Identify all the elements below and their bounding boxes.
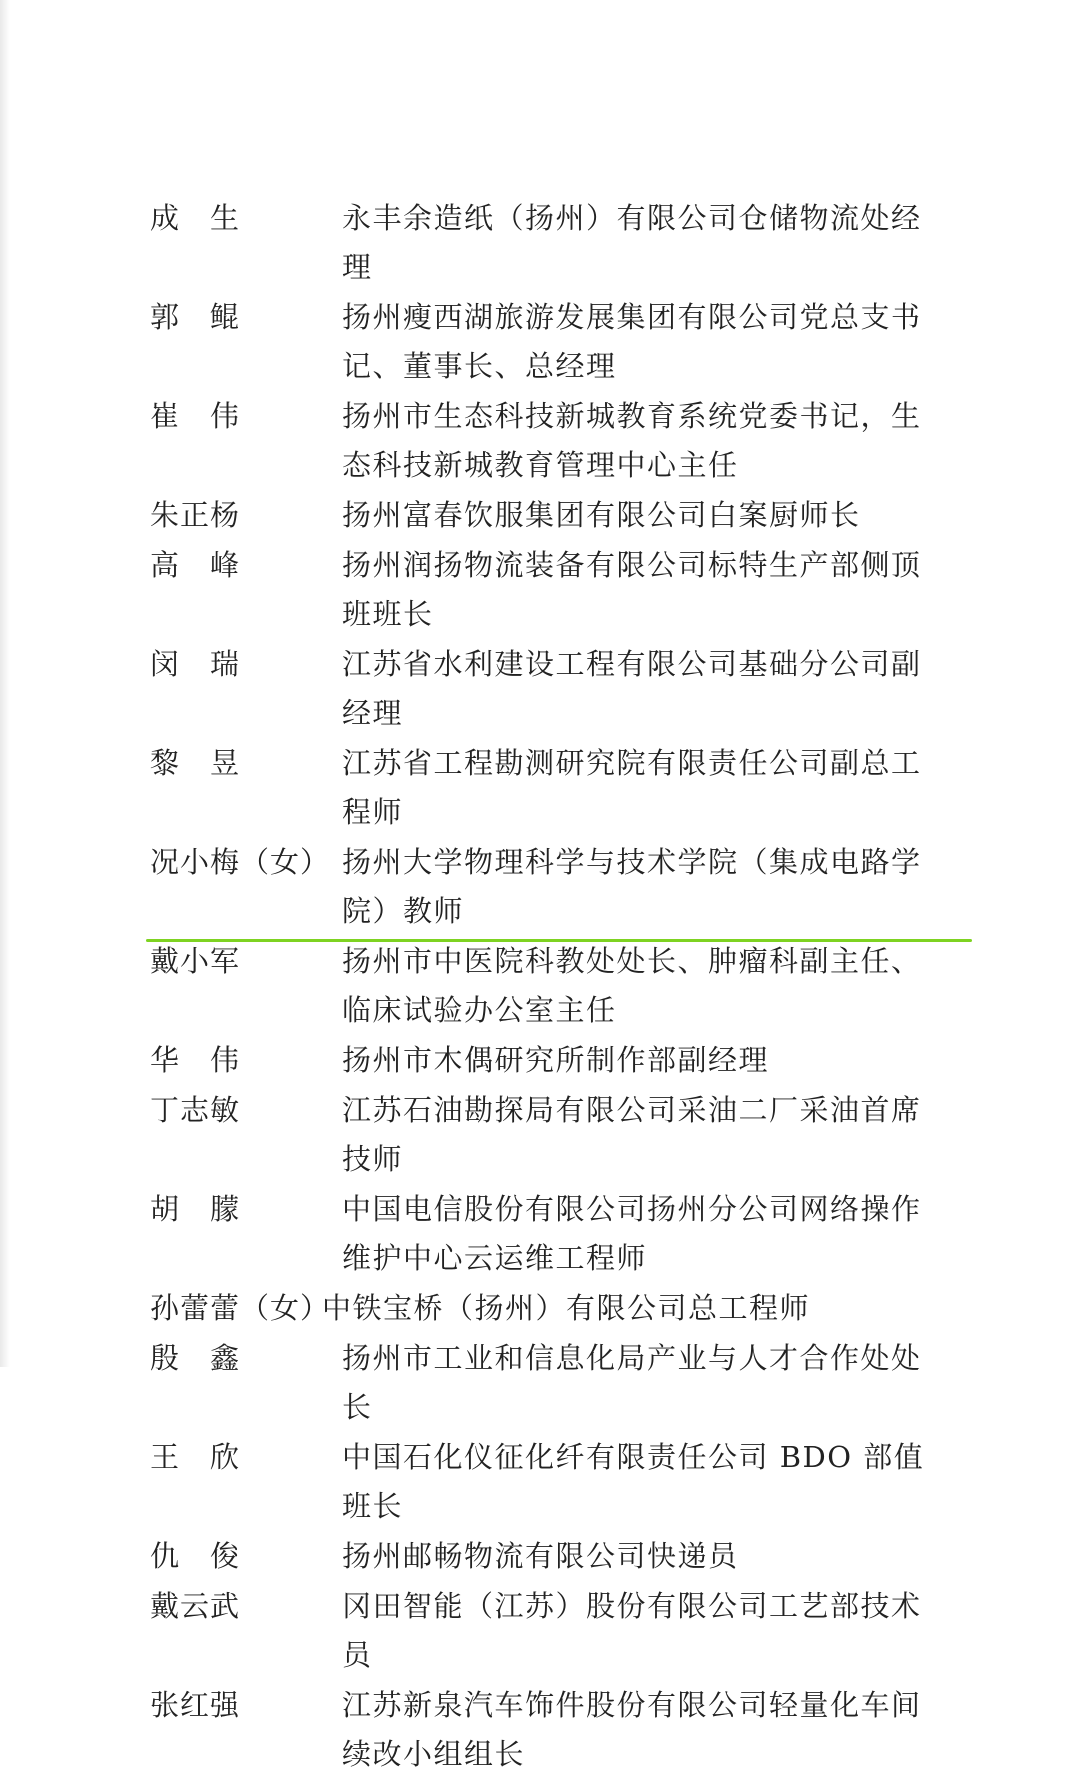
honoree-list (150, 194, 970, 1780)
honoree-name: 孙蕾蕾（女） (150, 1291, 331, 1325)
honoree-title: 江苏省工程勘测研究院有限责任公司副总工程师 (342, 746, 922, 829)
list-item (150, 491, 970, 540)
honoree-title: 扬州市工业和信息化局产业与人才合作处处长 (342, 1341, 922, 1424)
list-item (150, 640, 970, 738)
list-item (150, 293, 970, 391)
honoree-title: 江苏石油勘探局有限公司采油二厂采油首席技师 (342, 1093, 922, 1176)
honoree-title: 扬州润扬物流装备有限公司标特生产部侧顶班班长 (342, 548, 922, 631)
list-item (150, 1532, 970, 1581)
honoree-name: 胡 朦 (150, 1192, 241, 1226)
honoree-name: 丁志敏 (150, 1093, 241, 1127)
honoree-name: 高 峰 (150, 548, 241, 582)
list-item (150, 1681, 970, 1779)
list-item-highlighted (150, 838, 970, 936)
honoree-title: 冈田智能（江苏）股份有限公司工艺部技术员 (342, 1589, 922, 1672)
honoree-title: 扬州瘦西湖旅游发展集团有限公司党总支书记、董事长、总经理 (342, 300, 922, 383)
list-item (150, 392, 970, 490)
list-item (150, 739, 970, 837)
honoree-name: 华 伟 (150, 1043, 241, 1077)
honoree-title: 扬州大学物理科学与技术学院（集成电路学院）教师 (342, 845, 922, 928)
honoree-title: 永丰余造纸（扬州）有限公司仓储物流处经理 (342, 201, 922, 284)
list-item (150, 1036, 970, 1085)
list-item (150, 1284, 970, 1333)
honoree-title: 中铁宝桥（扬州）有限公司总工程师 (322, 1291, 811, 1325)
honoree-title: 中国石化仪征化纤有限责任公司 BDO 部值班长 (342, 1440, 925, 1523)
list-item (150, 194, 970, 292)
list-item (150, 937, 970, 1035)
honoree-name: 殷 鑫 (150, 1341, 241, 1375)
honoree-name: 郭 鲲 (150, 300, 241, 334)
honoree-title: 扬州富春饮服集团有限公司白案厨师长 (342, 498, 861, 532)
list-item (150, 1086, 970, 1184)
list-item (150, 1185, 970, 1283)
honoree-name: 王 欣 (150, 1440, 241, 1474)
honoree-name: 闵 瑞 (150, 647, 241, 681)
list-item (150, 541, 970, 639)
honoree-title: 扬州市中医院科教处处长、肿瘤科副主任、临床试验办公室主任 (342, 944, 922, 1027)
honoree-title: 扬州市生态科技新城教育系统党委书记，生态科技新城教育管理中心主任 (342, 399, 922, 482)
honoree-name: 崔 伟 (150, 399, 241, 433)
honoree-name: 况小梅（女） (150, 845, 331, 879)
list-item (150, 1334, 970, 1432)
honoree-title: 中国电信股份有限公司扬州分公司网络操作维护中心云运维工程师 (342, 1192, 922, 1275)
honoree-title: 扬州邮畅物流有限公司快递员 (342, 1539, 739, 1573)
honoree-name: 戴小军 (150, 944, 241, 978)
honoree-name: 戴云武 (150, 1589, 241, 1623)
page-edge-shadow (0, 0, 10, 1367)
honoree-name: 朱正杨 (150, 498, 241, 532)
honoree-title: 江苏新泉汽车饰件股份有限公司轻量化车间续改小组组长 (342, 1688, 922, 1771)
honoree-name: 成 生 (150, 201, 241, 235)
honoree-name: 张红强 (150, 1688, 241, 1722)
honoree-title: 扬州市木偶研究所制作部副经理 (342, 1043, 770, 1077)
list-item (150, 1582, 970, 1680)
honoree-title: 江苏省水利建设工程有限公司基础分公司副经理 (342, 647, 922, 730)
honoree-name: 黎 昱 (150, 746, 241, 780)
honoree-name: 仇 俊 (150, 1539, 241, 1573)
list-item (150, 1433, 970, 1531)
